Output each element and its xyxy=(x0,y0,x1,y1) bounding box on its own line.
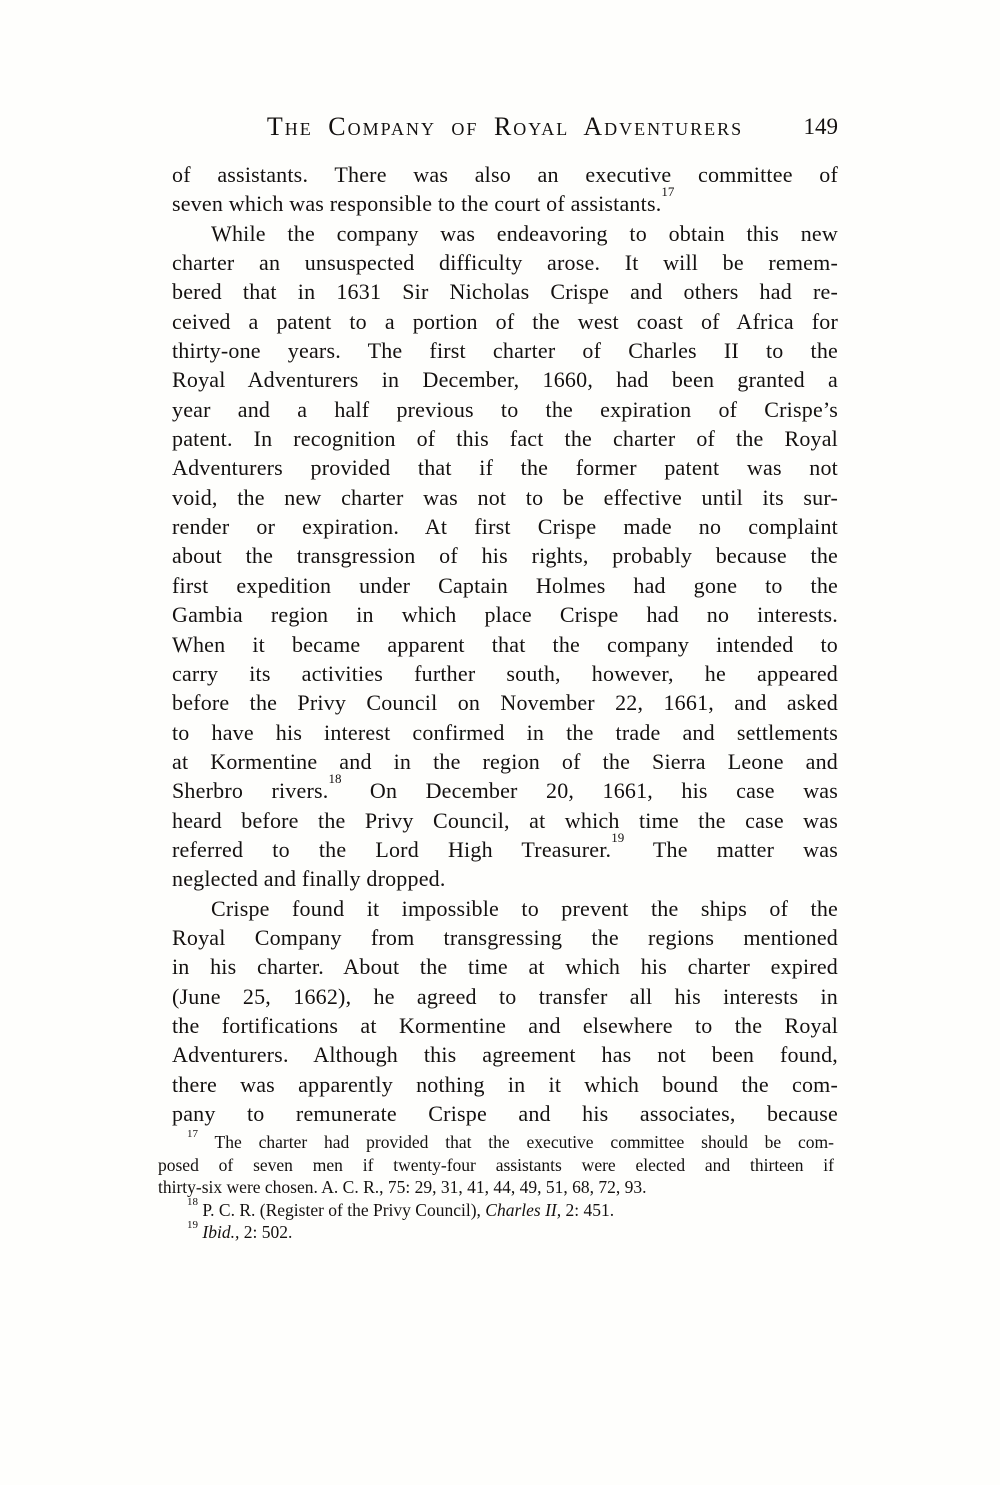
text-run: heard before the Privy Council, at which time the case was xyxy=(172,807,838,833)
text-run: Gambia region in which place Crispe had no interests. xyxy=(172,602,838,628)
body-line xyxy=(172,630,838,659)
body-line xyxy=(172,688,838,717)
body-line xyxy=(172,770,839,805)
body-line xyxy=(172,982,838,1011)
text-run: thirty-six were chosen. A. C. R., 75: 29, 31, 41, 44, 49, 51, 68, 72, 93. xyxy=(158,1177,647,1198)
text-run: year and a half previous to the expiration of Crispe’s xyxy=(172,396,838,422)
body-line xyxy=(172,483,838,512)
body-line xyxy=(172,600,838,629)
text-run: patent. In recognition of this fact the charter of the Royal xyxy=(172,426,838,452)
body-line xyxy=(172,307,838,336)
body-line xyxy=(172,336,838,365)
text-run: The charter had provided that the executive committee should be com- xyxy=(198,1132,834,1152)
body-line xyxy=(172,365,838,394)
body-line xyxy=(172,248,838,277)
page-number: 149 xyxy=(803,114,838,139)
page-title: The Company of Royal Adventurers xyxy=(266,112,744,141)
text-run: there was apparently nothing in it which bound the com- xyxy=(172,1071,838,1097)
running-header xyxy=(172,113,838,141)
text-run: pany to remunerate Crispe and his associates, because xyxy=(172,1101,838,1126)
text-run: the fortifications at Kormentine and elsewhere to the Royal xyxy=(172,1012,838,1038)
body-line xyxy=(172,1070,838,1099)
body-line xyxy=(172,424,838,453)
text-run: Royal Company from transgressing the regions mentioned xyxy=(172,924,838,950)
text-run: in his charter. About the time at which his charter expired xyxy=(172,954,838,980)
footnote-ref: 19 xyxy=(187,1218,198,1231)
text-run: Crispe found it impossible to prevent the ships of the xyxy=(211,895,838,921)
text-run: 2: 502. xyxy=(239,1222,293,1243)
text-run: While the company was endeavoring to obtain this new xyxy=(211,220,838,246)
text-run: at Kormentine and in the region of the Sierra Leone and xyxy=(172,748,838,774)
text-run: to have his interest confirmed in the trade and settlements xyxy=(172,719,838,745)
text-run: of assistants. There was also an executive committee of xyxy=(172,162,838,187)
body-line xyxy=(172,160,838,189)
body-line xyxy=(172,512,838,541)
text-run: When it became apparent that the company intended to xyxy=(172,631,838,657)
footnote-ref: 19 xyxy=(611,829,625,845)
body-line xyxy=(172,219,838,248)
body-line xyxy=(172,1011,838,1040)
text-run: 2: 451. xyxy=(561,1199,615,1220)
footnote-line xyxy=(158,1218,834,1244)
footnote-ref: 18 xyxy=(328,770,342,786)
text-run: void, the new charter was not to be effective until its sur- xyxy=(172,484,838,510)
text-run: Royal Adventurers in December, 1660, had been granted a xyxy=(172,367,838,393)
text-run: P. C. R. (Register of the Privy Council), xyxy=(198,1199,486,1220)
text-run: thirty-one years. The first charter of Charles II to the xyxy=(172,338,838,364)
footnote-line xyxy=(158,1176,834,1199)
body-line xyxy=(172,453,838,482)
body-line xyxy=(172,277,838,306)
text-run: carry its activities further south, however, he appeared xyxy=(172,660,838,686)
body-line xyxy=(172,894,838,923)
body-line xyxy=(172,864,838,893)
footnote-line xyxy=(158,1195,834,1222)
text-run: Adventurers. Although this agreement has not been found, xyxy=(172,1042,838,1068)
text-run: first expedition under Captain Holmes had gone to the xyxy=(172,572,838,598)
text-run: seven which was responsible to the court of assistants. xyxy=(172,191,662,217)
body-line xyxy=(172,571,838,600)
footnote-line xyxy=(158,1154,834,1177)
body-line xyxy=(172,747,838,776)
body-line xyxy=(172,659,838,688)
body-line xyxy=(172,1099,838,1128)
body-line xyxy=(172,923,838,952)
footnotes xyxy=(158,1128,834,1244)
body-line xyxy=(172,1040,838,1069)
body-text xyxy=(172,160,838,1128)
footnote-ref: 17 xyxy=(661,184,675,200)
text-run: neglected and finally dropped. xyxy=(172,866,446,892)
text-run: Adventurers provided that if the former patent was not xyxy=(172,455,838,481)
text-run: The matter was xyxy=(624,836,838,862)
text-run: posed of seven men if twenty-four assistants were elected and thirteen if xyxy=(158,1154,834,1175)
text-run: before the Privy Council on November 22, 1661, and asked xyxy=(172,690,838,716)
text-run: referred to the Lord High Treasurer. xyxy=(172,836,612,862)
body-line xyxy=(172,541,838,570)
text-run: render or expiration. At first Crispe made no complaint xyxy=(172,514,838,540)
body-line xyxy=(172,395,838,424)
body-line xyxy=(172,806,838,835)
text-run: Sherbro rivers. xyxy=(172,778,329,804)
text-run: charter an unsuspected difficulty arose. It will be remem- xyxy=(172,250,838,276)
body-line xyxy=(172,718,838,747)
text-run: (June 25, 1662), he agreed to transfer all his interests in xyxy=(172,983,838,1009)
body-line xyxy=(172,829,838,864)
footnote-line xyxy=(158,1128,834,1154)
body-line xyxy=(172,952,838,981)
body-line xyxy=(172,184,838,218)
text-run: ceived a patent to a portion of the west coast of Africa for xyxy=(172,308,838,334)
text-run: about the transgression of his rights, probably because the xyxy=(172,543,838,569)
italic-text: Charles II, xyxy=(485,1199,562,1220)
text-run: bered that in 1631 Sir Nicholas Crispe and others had re- xyxy=(172,279,838,305)
text-run: On December 20, 1661, his case was xyxy=(341,778,839,804)
footnote-ref: 17 xyxy=(187,1128,198,1141)
italic-text: Ibid., xyxy=(202,1222,240,1243)
footnote-ref: 18 xyxy=(187,1195,198,1208)
